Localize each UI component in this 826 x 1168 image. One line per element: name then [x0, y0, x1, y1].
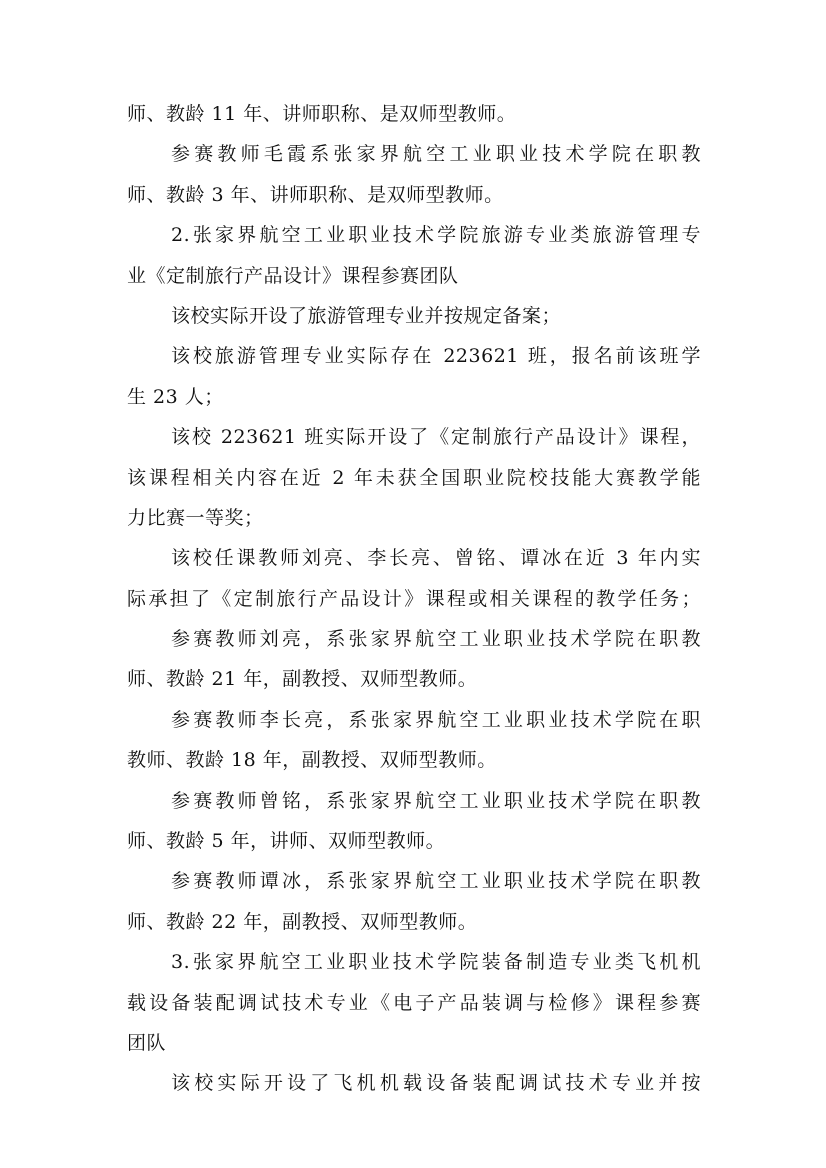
text-line: 该校旅游管理专业实际存在 223621 班，报名前该班学 — [171, 345, 701, 368]
text-line: 参赛教师李长亮，系张家界航空工业职业技术学院在职 — [171, 708, 701, 731]
text-line: 该校 223621 班实际开设了《定制旅行产品设计》课程， — [171, 426, 701, 449]
text-line: 参赛教师谭冰，系张家界航空工业职业技术学院在职教 — [171, 870, 701, 893]
text-line: 该校任课教师刘亮、李长亮、曾铭、谭冰在近 3 年内实 — [171, 547, 701, 570]
section-heading-line: 2.张家界航空工业职业技术学院旅游专业类旅游管理专 — [171, 224, 701, 247]
text-line: 该校实际开设了飞机机载设备装配调试技术专业并按 — [171, 1072, 701, 1095]
text-line: 参赛教师曾铭，系张家界航空工业职业技术学院在职教 — [171, 789, 701, 812]
text-line: 参赛教师毛霞系张家界航空工业职业技术学院在职教 — [171, 143, 701, 166]
text-line: 参赛教师刘亮，系张家界航空工业职业技术学院在职教 — [171, 628, 701, 651]
text-line: 师、教龄 3 年、讲师职称、是双师型教师。 — [127, 183, 504, 206]
section-heading-line: 业《定制旅行产品设计》课程参赛团队 — [127, 264, 459, 287]
text-line: 教师、教龄 18 年，副教授、双师型教师。 — [127, 749, 497, 772]
text-line: 师、教龄 22 年，副教授、双师型教师。 — [127, 910, 478, 933]
text-line: 力比赛一等奖； — [127, 506, 264, 529]
text-line: 际承担了《定制旅行产品设计》课程或相关课程的教学任务； — [127, 587, 701, 610]
text-line: 该校实际开设了旅游管理专业并按规定备案； — [171, 304, 562, 327]
section-heading-line: 团队 — [127, 1031, 167, 1054]
text-line: 师、教龄 11 年、讲师职称、是双师型教师。 — [127, 103, 517, 125]
section-heading-line: 载设备装配调试技术专业《电子产品装调与检修》课程参赛 — [127, 991, 701, 1014]
text-line: 师、教龄 21 年，副教授、双师型教师。 — [127, 668, 478, 691]
body-text — [127, 94, 701, 1104]
section-heading-line: 3.张家界航空工业职业技术学院装备制造专业类飞机机 — [171, 951, 701, 974]
text-line: 师、教龄 5 年，讲师、双师型教师。 — [127, 830, 446, 853]
text-line: 生 23 人； — [127, 385, 224, 408]
text-line: 该课程相关内容在近 2 年未获全国职业院校技能大赛教学能 — [127, 466, 701, 489]
